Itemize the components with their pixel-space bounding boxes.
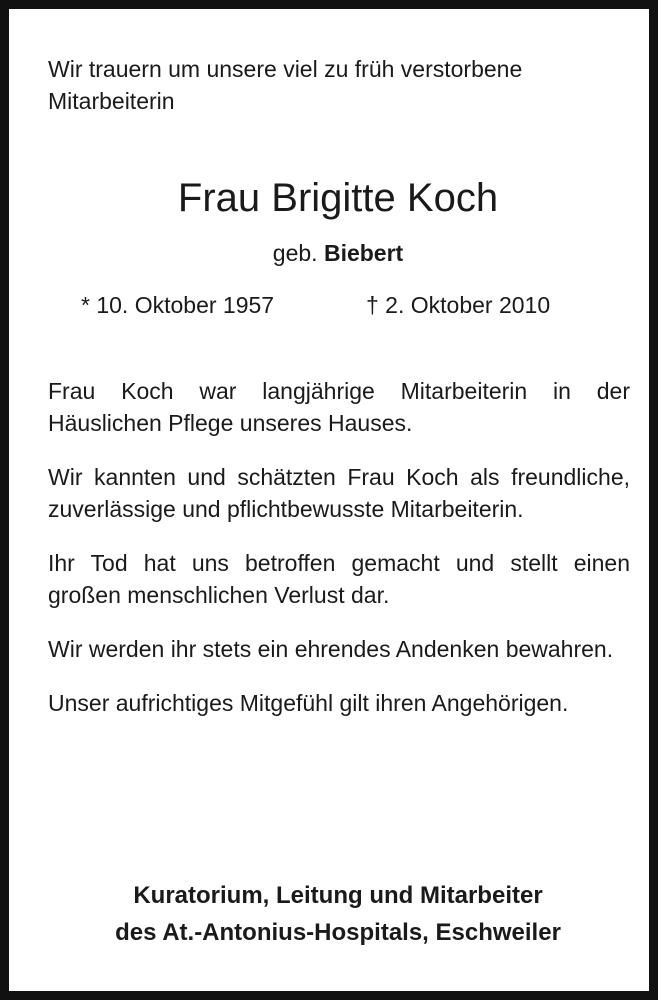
signature-line: des At.-Antonius-Hospitals, Eschweiler [115,919,561,946]
death-date: † 2. Oktober 2010 [366,292,551,318]
maiden-name-line [9,237,658,269]
maiden-prefix: geb. [272,240,318,266]
signature-block [9,877,658,951]
maiden-surname: Biebert [323,240,404,266]
body-paragraph: Unser aufrichtiges Mitgefühl gilt ihren Angehörigen. [48,690,569,716]
body-paragraph: Frau Koch war langjährige Mitarbeiterin in der Häuslichen Pflege unseres Hauses. [48,378,630,436]
birth-date: * 10. Oktober 1957 [81,292,275,318]
signature-line: Kuratorium, Leitung und Mitarbeiter [133,882,543,909]
body-paragraph: Wir werden ihr stets ein ehrendes Andenken bewahren. [48,636,614,662]
deceased-name: Frau Brigitte Koch [177,176,499,220]
body-paragraph: Ihr Tod hat uns betroffen gemacht und stellt einen großen menschlichen Verlust dar. [48,550,630,608]
body-paragraph: Wir kannten und schätzten Frau Koch als freundliche, zuverlässige und pflichtbewusste Mitarbeiterin. [48,464,630,522]
notice-body [48,375,630,741]
intro-text: Wir trauern um unsere viel zu früh verstorbene Mitarbeiterin [48,56,523,114]
